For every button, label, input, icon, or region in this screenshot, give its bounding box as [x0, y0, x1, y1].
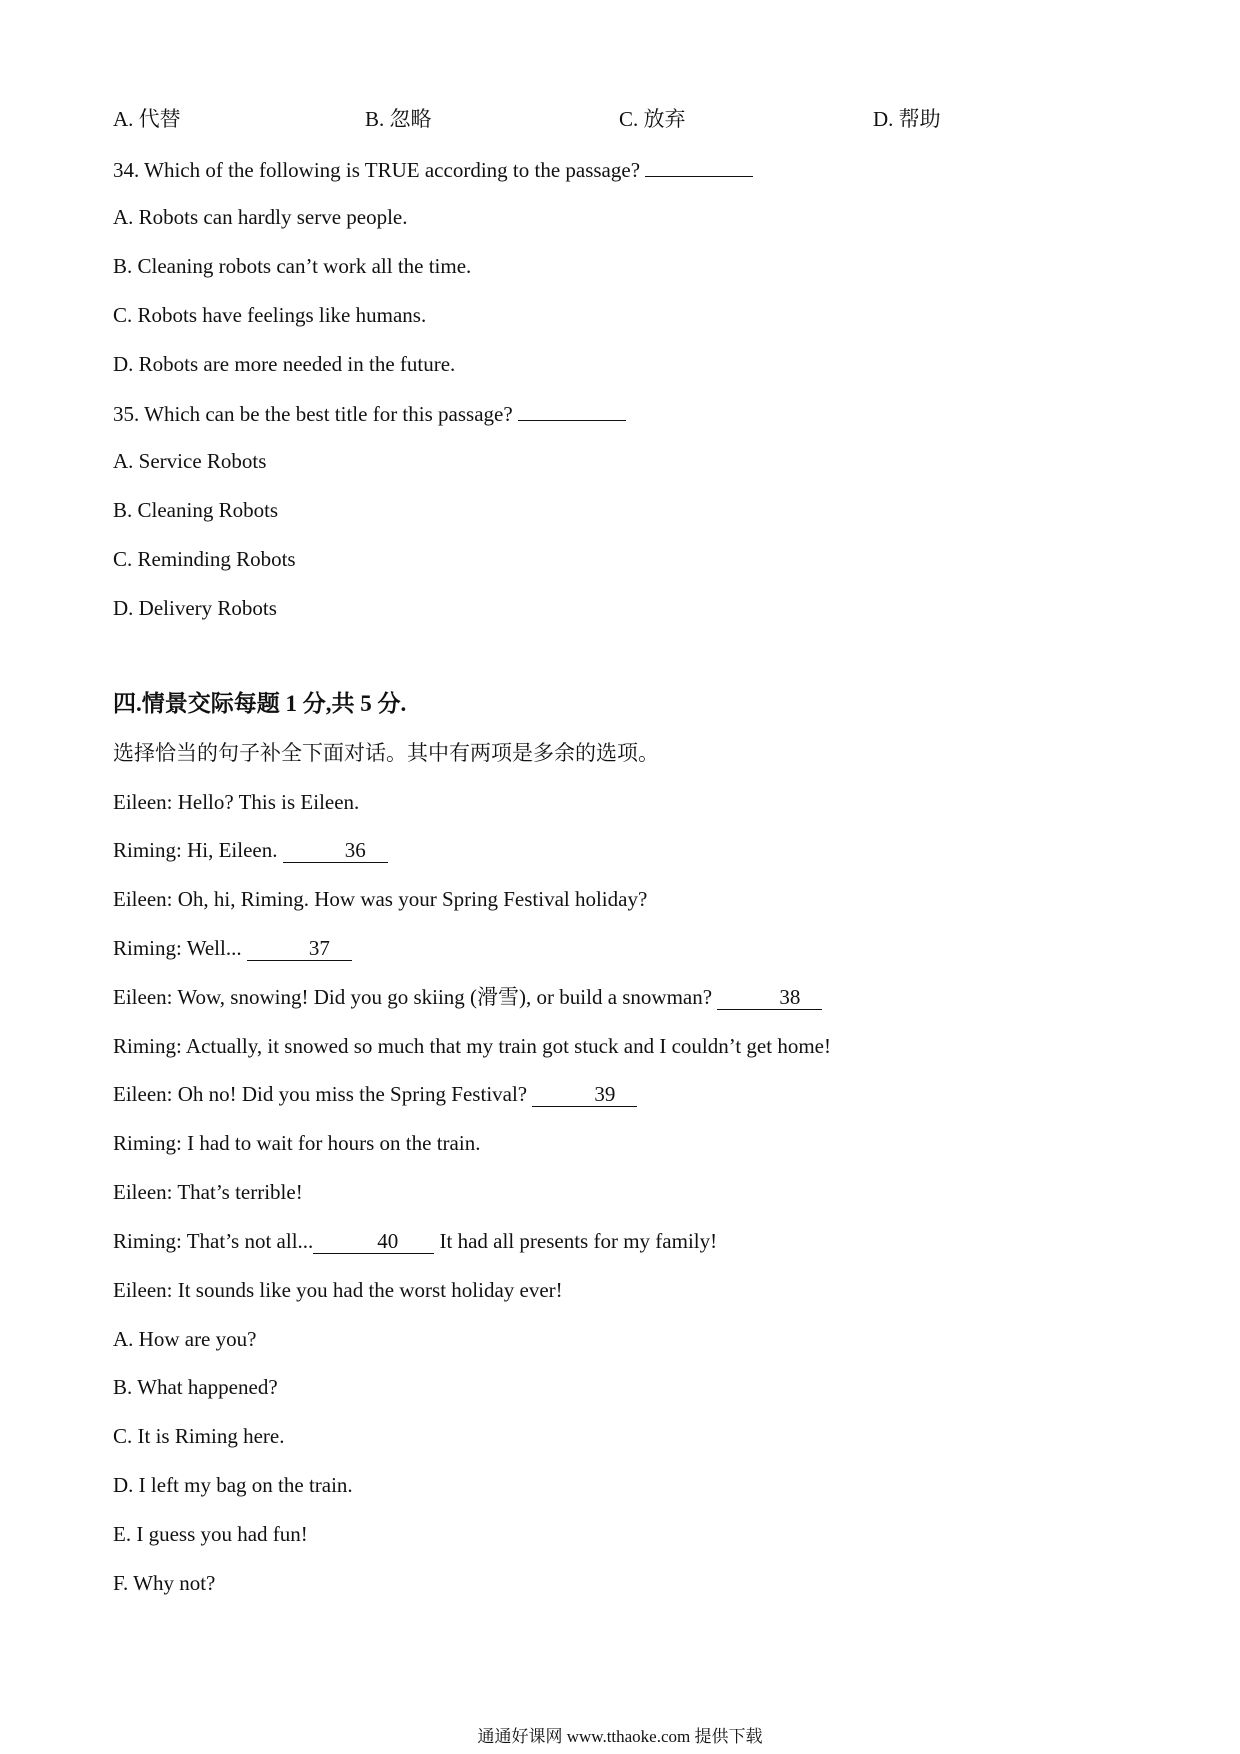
q35-option-c: C. Reminding Robots — [113, 547, 296, 571]
dialogue-line: Eileen: Wow, snowing! Did you go skiing (滑雪), or build a snowman? 38 — [113, 983, 822, 1011]
dialogue-line: Riming: I had to wait for hours on the train. — [113, 1131, 481, 1155]
blank-40[interactable]: 40 — [313, 1229, 434, 1254]
choice-a: A. How are you? — [113, 1327, 257, 1351]
dialogue-line: Riming: Actually, it snowed so much that my train got stuck and I couldn’t get home! — [113, 1034, 831, 1058]
blank-39[interactable]: 39 — [532, 1082, 637, 1107]
q34-option-d: D. Robots are more needed in the future. — [113, 352, 456, 376]
choice-f: F. Why not? — [113, 1571, 216, 1595]
section-instruction: 选择恰当的句子补全下面对话。其中有两项是多余的选项。 — [113, 741, 659, 765]
choice-e: E. I guess you had fun! — [113, 1522, 308, 1546]
dialogue-line: Eileen: That’s terrible! — [113, 1180, 303, 1204]
q34-stem: 34. Which of the following is TRUE according to the passage? — [113, 154, 753, 184]
q33-option-d: D. 帮助 — [873, 107, 941, 131]
blank-37[interactable]: 37 — [247, 936, 352, 961]
q34-option-b: B. Cleaning robots can’t work all the time. — [113, 254, 472, 278]
q33-options — [0, 105, 1240, 133]
page-footer: 通通好课网 www.tthaoke.com 提供下载 — [477, 1727, 763, 1746]
dialogue-line: Eileen: Oh no! Did you miss the Spring Festival? 39 — [113, 1080, 637, 1108]
q35-option-d: D. Delivery Robots — [113, 596, 277, 620]
q33-option-a: A. 代替 — [113, 107, 181, 131]
q35-answer-blank[interactable] — [518, 398, 626, 421]
q34-option-a: A. Robots can hardly serve people. — [113, 205, 408, 229]
dialogue-line: Riming: That’s not all... 40 It had all presents for my family! — [113, 1229, 718, 1253]
dialogue-line: Eileen: Oh, hi, Riming. How was your Spring Festival holiday? — [113, 887, 648, 911]
dialogue-line: Eileen: It sounds like you had the worst holiday ever! — [113, 1278, 563, 1302]
dialogue-line: Eileen: Hello? This is Eileen. — [113, 790, 360, 814]
q35-stem: 35. Which can be the best title for this passage? — [113, 398, 626, 428]
section-heading: 四.情景交际每题 1 分,共 5 分. — [113, 691, 407, 716]
q33-option-b: B. 忽略 — [365, 107, 432, 131]
blank-36[interactable]: 36 — [283, 838, 388, 863]
choice-d: D. I left my bag on the train. — [113, 1473, 353, 1497]
choice-b: B. What happened? — [113, 1375, 278, 1399]
q35-option-b: B. Cleaning Robots — [113, 498, 279, 522]
q34-answer-blank[interactable] — [645, 154, 753, 177]
dialogue-line: Riming: Hi, Eileen. 36 — [113, 836, 388, 864]
choice-c: C. It is Riming here. — [113, 1424, 285, 1448]
dialogue-line: Riming: Well... 37 — [113, 934, 352, 962]
q35-option-a: A. Service Robots — [113, 449, 267, 473]
q33-option-c: C. 放弃 — [619, 107, 686, 131]
q34-option-c: C. Robots have feelings like humans. — [113, 303, 427, 327]
blank-38[interactable]: 38 — [717, 985, 822, 1010]
